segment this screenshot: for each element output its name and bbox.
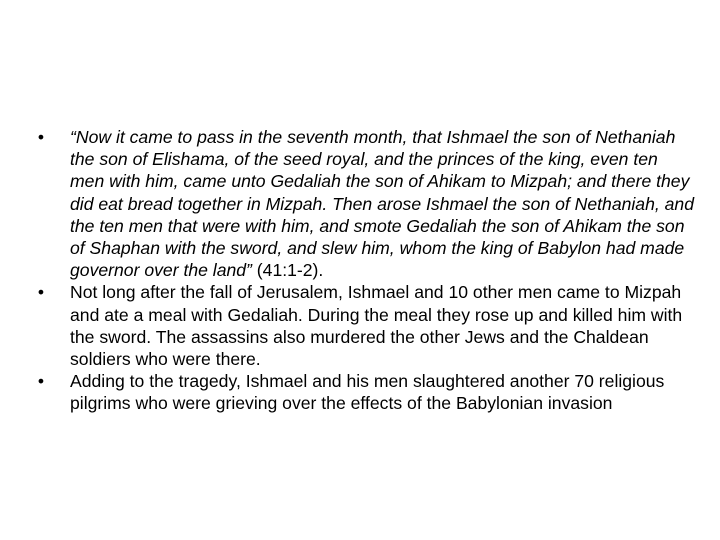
bullet-marker: • xyxy=(37,371,45,392)
bullet-marker: • xyxy=(37,282,45,303)
scripture-reference: (41:1-2). xyxy=(251,260,324,281)
bullet-text: Not long after the fall of Jerusalem, Ishmael and 10 other men came to Mizpah and ate a meal with Gedaliah. During the meal they rose up and killed him with the sword. The assassins also murdered the other Jews and the Chaldean soldiers who were there. xyxy=(70,282,683,370)
bullet-item-summary xyxy=(34,281,694,370)
scripture-quote: “Now it came to pass in the seventh month, that Ishmael the son of Nethaniah the son of Elishama, of the seed royal, and the princes of the king, even ten men with him, came unto Gedaliah the son of Ahikam to Mizpah; and there they did eat bread together in Mizpah. Then arose Ishmael the son of Nethaniah, and the ten men that were with him, and smote Gedaliah the son of Ahikam the son of Shaphan with the sword, and slew him, whom the king of Babylon had made governor over the land” xyxy=(70,127,695,281)
bullet-item-quote xyxy=(34,126,694,281)
bullet-marker: • xyxy=(37,127,45,147)
bullet-item-tragedy xyxy=(34,370,694,414)
bullet-text: Adding to the tragedy, Ishmael and his men slaughtered another 70 religious pilgrims who were grieving over the effects of the Babylonian invasion xyxy=(70,371,665,414)
bullet-list xyxy=(34,126,694,415)
